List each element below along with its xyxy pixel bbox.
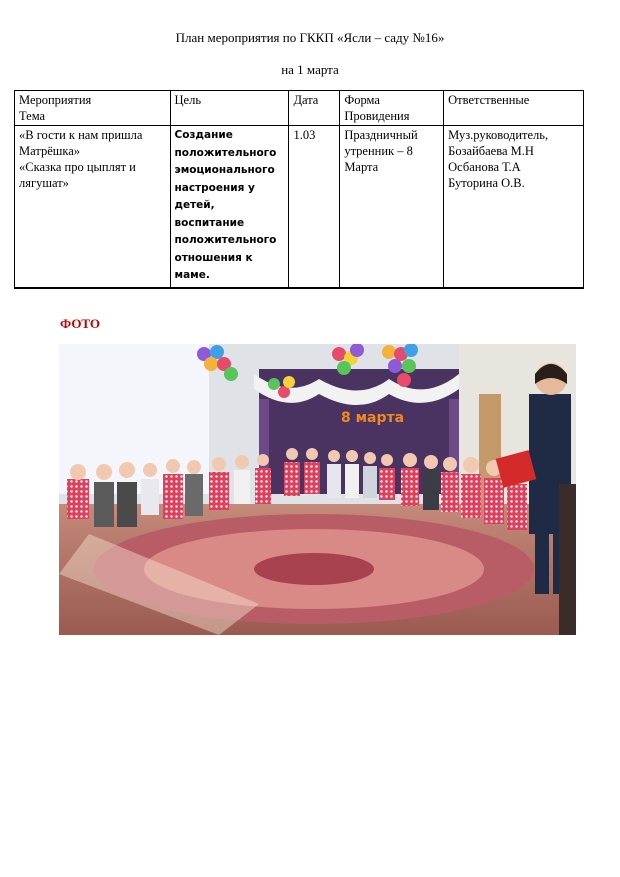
event-title-1: «В гости к нам пришла Матрёшка» <box>19 128 143 158</box>
table-header-row <box>15 91 584 126</box>
document-date-line: на 1 марта <box>281 62 339 77</box>
event-photo-illustration <box>59 344 576 635</box>
cell-goal: Создание положительного эмоционального настроения у детей, воспитание положительного отношения к маме. <box>170 126 289 289</box>
banner-text: 8 марта <box>341 410 405 426</box>
header-cell-event <box>15 91 171 126</box>
table-row <box>15 126 584 289</box>
carpet-medallion <box>254 553 374 585</box>
cell-responsible <box>444 126 584 289</box>
cell-event <box>15 126 171 289</box>
photo-label: ФОТО <box>60 316 101 331</box>
header-cell-date <box>289 91 340 126</box>
event-photo <box>59 344 576 635</box>
event-plan-table <box>14 90 584 289</box>
header-cell-form <box>340 91 444 126</box>
header-label-date: Дата <box>293 93 319 107</box>
header-label-goal: Цель <box>174 93 202 107</box>
document-title: План мероприятия по ГККП «Ясли – саду №16» <box>175 30 445 45</box>
header-label-theme: Тема <box>19 109 46 123</box>
header-label-conduct: Провидения <box>344 109 410 123</box>
chair <box>559 484 576 635</box>
header-label-event: Мероприятия <box>19 93 92 107</box>
header-cell-goal <box>170 91 289 126</box>
header-cell-responsible <box>444 91 584 126</box>
cell-form: Праздничный утренник – 8 Марта <box>340 126 444 289</box>
header-label-form: Форма <box>344 93 380 107</box>
responsible-2: Бозайбаева М.Н <box>448 144 534 158</box>
responsible-3: Осбанова Т.А <box>448 160 521 174</box>
header-label-responsible: Ответственные <box>448 93 530 107</box>
cell-date: 1.03 <box>289 126 340 289</box>
event-title-2: «Сказка про цыплят и лягушат» <box>19 160 136 190</box>
responsible-4: Буторина О.В. <box>448 176 525 190</box>
responsible-1: Муз.руководитель, <box>448 128 549 142</box>
